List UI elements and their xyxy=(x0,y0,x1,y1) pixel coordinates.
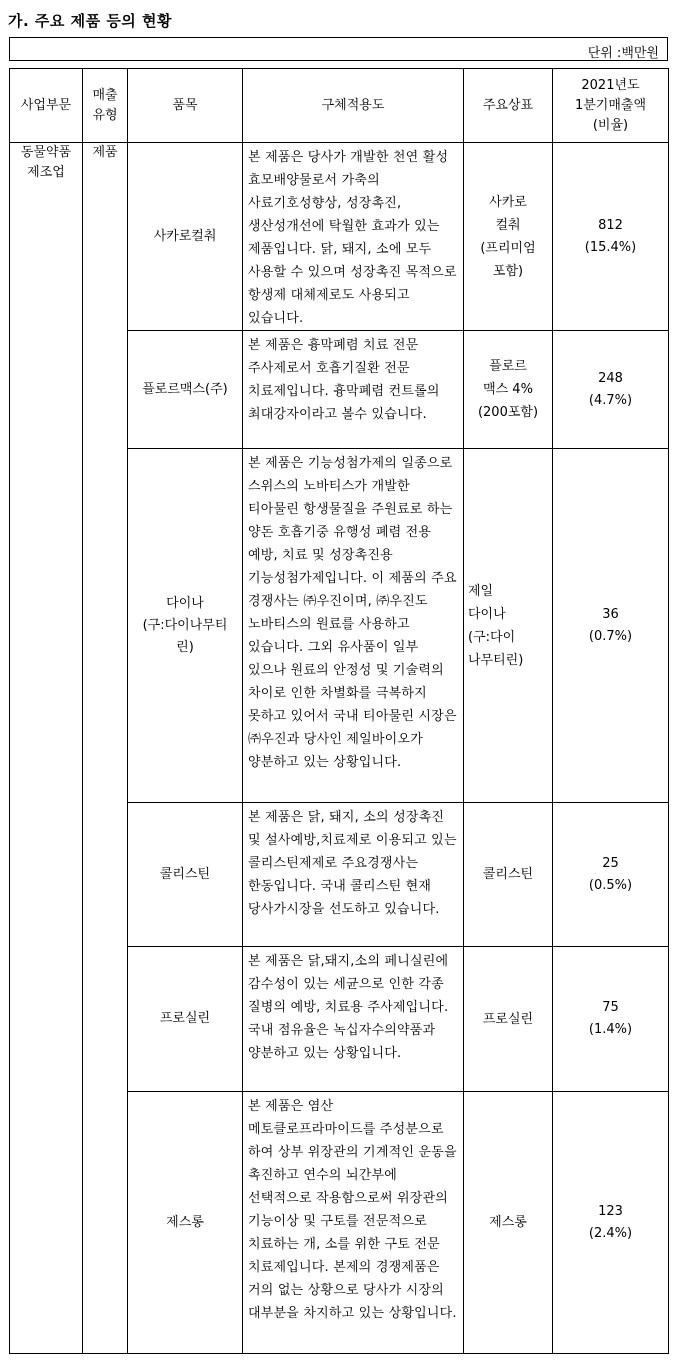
brand-cell: 제일 다이나 (구:다이 나무티린) xyxy=(464,449,553,803)
usage-cell: 본 제품은 염산 메토클로프라마이드를 주성분으로 하여 상부 위장관의 기계적인 운동을 촉진하고 연수의 뇌간부에 선택적으로 작용함으로써 위장관의 기능이상 및 구토를 전문적으로 치료하는 개, 소를 위한 구토 전문 치료제입니다. 본제의 경쟁제품은 거의 없는 상황으로 당사가 시장의 대부분을 차지하고 있는 상황입니다. xyxy=(243,1092,464,1354)
section-title: 가. 주요 제품 등의 현황 xyxy=(8,12,172,30)
header-usage: 구체적용도 xyxy=(243,69,464,143)
division-cell: 동물약품 제조업 xyxy=(10,143,83,1354)
usage-cell: 본 제품은 기능성첨가제의 일종으로 스위스의 노바티스가 개발한 티아물린 항생물질을 주원료로 하는 양돈 호흡기중 유행성 폐렴 전용 예방, 치료 및 성장촉진용 기능성첨가제입니다. 이 제품의 주요 경쟁사는 ㈜우진이며, ㈜우진도 노바티스의 원료를 사용하고 있습니다. 그외 유사품이 일부 있으나 원료의 안정성 및 기술력의 차이로 인한 차별화를 극복하지 못하고 있어서 국내 티아물린 시장은 ㈜우진과 당사인 제일바이오가 양분하고 있는 상황입니다. xyxy=(243,449,464,803)
unit-label: 단위 :백만원 xyxy=(587,46,659,61)
sales-cell: 75 (1.4%) xyxy=(553,947,669,1092)
item-cell: 제스롱 xyxy=(128,1092,243,1354)
sales-cell: 248 (4.7%) xyxy=(553,331,669,449)
item-cell: 프로실린 xyxy=(128,947,243,1092)
product-table xyxy=(9,68,669,1354)
brand-cell: 프로실린 xyxy=(464,947,553,1092)
brand-cell: 제스롱 xyxy=(464,1092,553,1354)
usage-cell: 본 제품은 닭,돼지,소의 페니실린에 감수성이 있는 세균으로 인한 각종 질병의 예방, 치료용 주사제입니다. 국내 점유율은 녹십자수의약품과 양분하고 있는 상황입니다. xyxy=(243,947,464,1092)
usage-cell: 본 제품은 흉막폐렴 치료 전문 주사제로서 호흡기질환 전문 치료제입니다. 흉막폐렴 컨트롤의 최대강자이라고 볼수 있습니다. xyxy=(243,331,464,449)
brand-cell: 플로르 맥스 4% (200포함) xyxy=(464,331,553,449)
header-division: 사업부문 xyxy=(10,69,83,143)
item-cell: 콜리스틴 xyxy=(128,803,243,947)
sales-cell: 36 (0.7%) xyxy=(553,449,669,803)
item-cell: 플로르맥스(주) xyxy=(128,331,243,449)
usage-cell: 본 제품은 닭, 돼지, 소의 성장촉진 및 설사예방,치료제로 이용되고 있는 콜리스틴제제로 주요경쟁사는 한동입니다. 국내 콜리스틴 현재 당사가시장을 선도하고 있습니다. xyxy=(243,803,464,947)
table-header-row xyxy=(10,69,669,143)
sales-cell: 812 (15.4%) xyxy=(553,143,669,331)
sales-cell: 123 (2.4%) xyxy=(553,1092,669,1354)
item-cell: 사카로컬춰 xyxy=(128,143,243,331)
usage-cell: 본 제품은 당사가 개발한 천연 활성 효모배양물로서 가축의 사료기호성향상, 성장촉진, 생산성개선에 탁월한 효과가 있는 제품입니다. 닭, 돼지, 소에 모두 사용할 수 있으며 성장촉진 목적으로 항생제 대체제로도 사용되고 있습니다. xyxy=(243,143,464,331)
header-sales: 2021년도 1분기매출액 (비율) xyxy=(553,69,669,143)
table-row xyxy=(10,143,669,331)
brand-cell: 콜리스틴 xyxy=(464,803,553,947)
sales-cell: 25 (0.5%) xyxy=(553,803,669,947)
brand-cell: 사카로 컬춰 (프리미엄 포함) xyxy=(464,143,553,331)
sales-type-cell: 제품 xyxy=(83,143,128,1354)
header-brand: 주요상표 xyxy=(464,69,553,143)
header-item: 품목 xyxy=(128,69,243,143)
item-cell: 다이나 (구:다이나무티 린) xyxy=(128,449,243,803)
header-sales-type: 매출 유형 xyxy=(83,69,128,143)
unit-box xyxy=(9,37,668,61)
